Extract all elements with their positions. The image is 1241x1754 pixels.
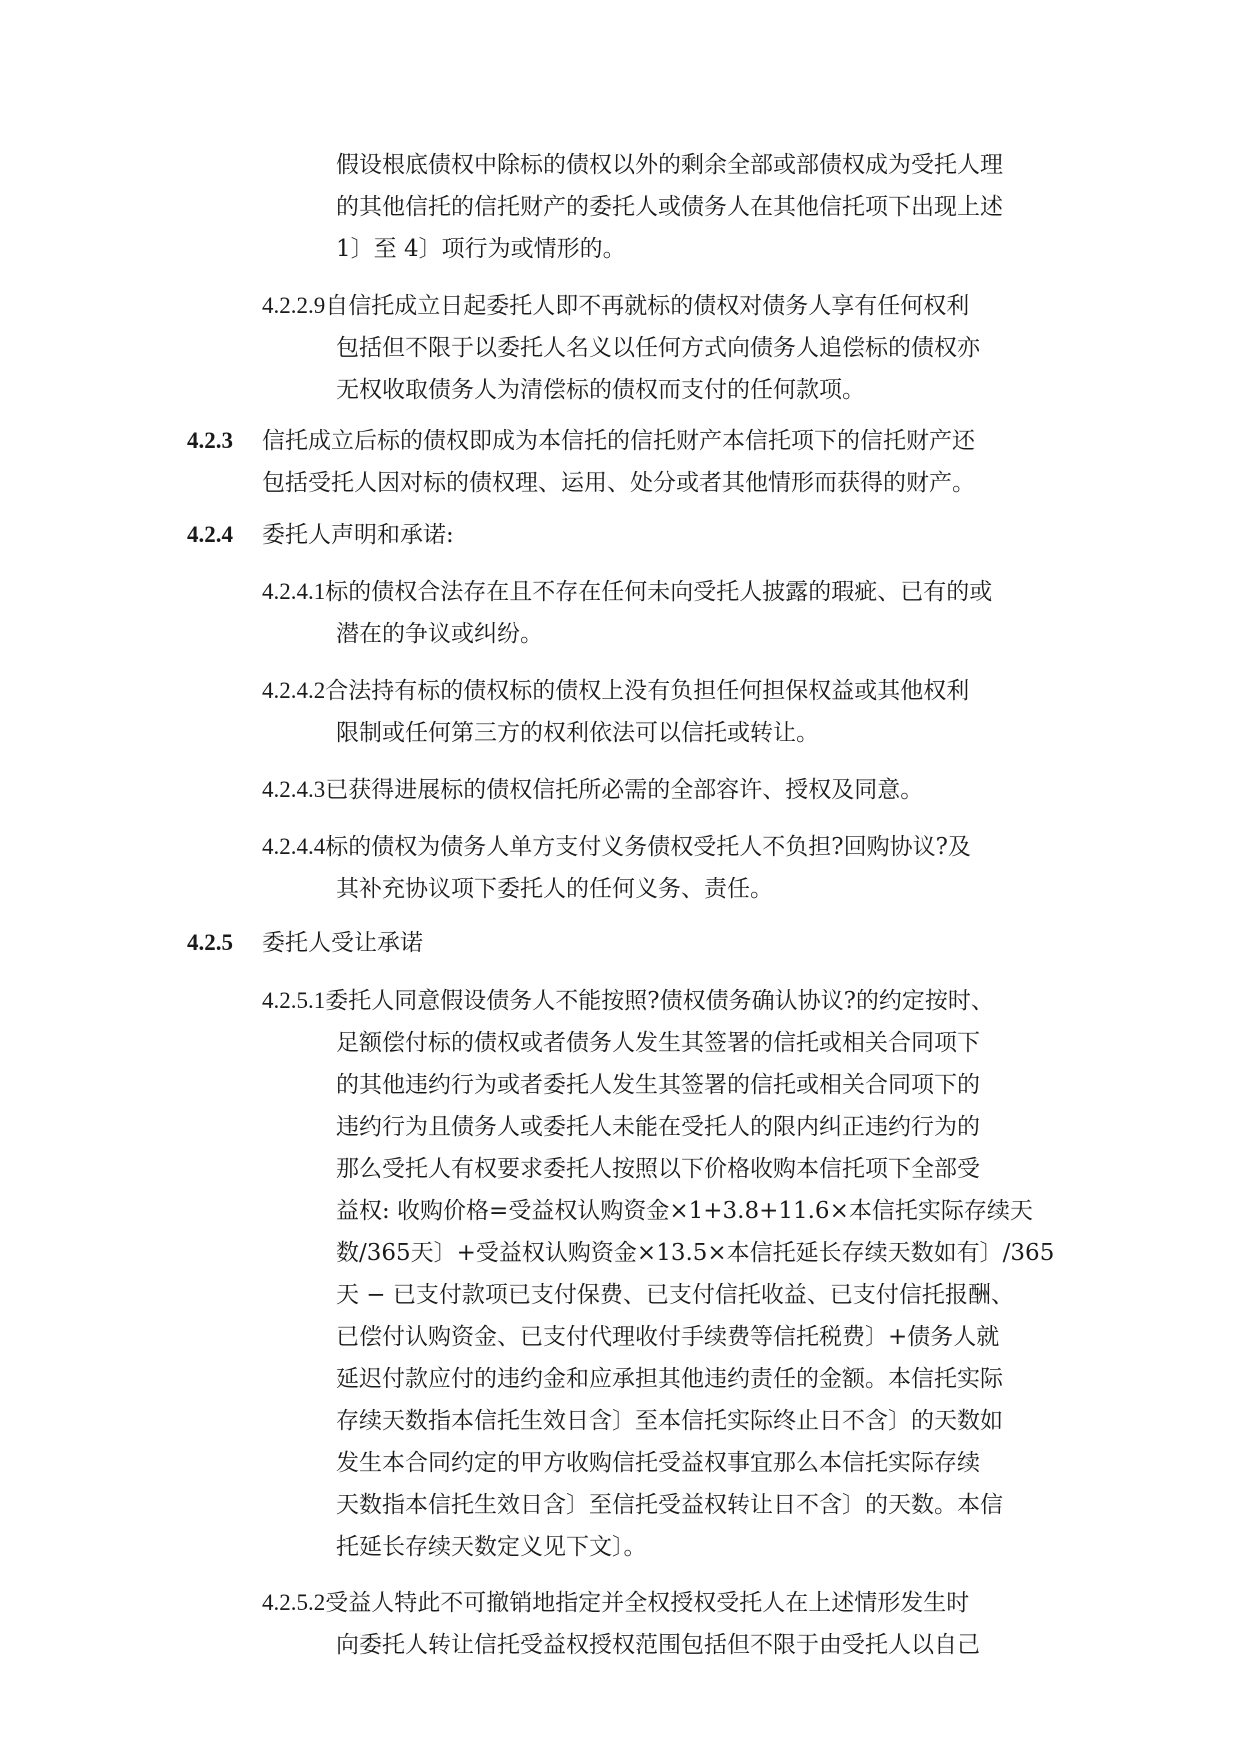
text-line: 潜在的争议或纠纷。 (336, 621, 543, 647)
clause-4-2-4 (187, 514, 1067, 556)
text-line: 天数指本信托生效日含〕至信托受益权转让日不含〕的天数。本信 (336, 1492, 1003, 1518)
clause-number: 4.2.5.1 (262, 988, 326, 1013)
text-line: 自信托成立日起委托人即不再就标的债权对债务人享有任何权利 (325, 293, 970, 319)
clause-4-2-4-1 (262, 571, 1062, 655)
text-line: 委托人同意假设债务人不能按照?债权债务确认协议?的约定按时、 (325, 988, 994, 1014)
text-line: 限制或任何第三方的权利依法可以信托或转让。 (336, 720, 819, 746)
clause-4-2-5-1 (262, 980, 1062, 1568)
text-line: 益权: 收购价格=受益权认购资金×1+3.8+11.6×本信托实际存续天 (336, 1198, 1033, 1224)
text-line: 已偿付认购资金、已支付代理收付手续费等信托税费〕+债务人就 (336, 1324, 1000, 1350)
text-line: 的其他信托的信托财产的委托人或债务人在其他信托项下出现上述 (336, 194, 1003, 220)
text-line: 包括受托人因对标的债权理、运用、处分或者其他情形而获得的财产。 (262, 470, 975, 496)
text-line: 包括但不限于以委托人名义以任何方式向债务人追偿标的债权亦 (336, 335, 980, 361)
text-line: 的其他违约行为或者委托人发生其签署的信托或相关合同项下的 (336, 1072, 980, 1098)
clause-number: 4.2.4.3 (262, 777, 326, 802)
clause-4-2-3 (187, 420, 1067, 504)
clause-4-2-4-4 (262, 826, 1062, 910)
clause-number: 4.2.4.4 (262, 834, 326, 859)
clause-4-2-5-2 (262, 1582, 1062, 1666)
text-line: 标的债权为债务人单方支付义务债权受托人不负担?回购协议?及 (325, 834, 971, 860)
clause-number: 4.2.4 (187, 522, 233, 547)
text-line: 信托成立后标的债权即成为本信托的信托财产本信托项下的信托财产还 (262, 428, 975, 454)
text-line: 托延长存续天数定义见下文〕。 (336, 1534, 647, 1560)
text-line: 存续天数指本信托生效日含〕至本信托实际终止日不含〕的天数如 (336, 1408, 1003, 1434)
text-line: 向委托人转让信托受益权授权范围包括但不限于由受托人以自己 (336, 1632, 980, 1658)
clause-4-2-2-9 (262, 285, 1062, 411)
text-line: 足额偿付标的债权或者债务人发生其签署的信托或相关合同项下 (336, 1030, 980, 1056)
clause-number: 4.2.5.2 (262, 1590, 326, 1615)
clause-number: 4.2.3 (187, 428, 233, 453)
text-line: 标的债权合法存在且不存在任何未向受托人披露的瑕疵、已有的或 (325, 579, 993, 605)
text-line: 那么受托人有权要求委托人按照以下价格收购本信托项下全部受 (336, 1156, 980, 1182)
text-line: 1〕至 4〕项行为或情形的。 (336, 236, 626, 262)
text-line: 委托人受让承诺 (262, 930, 423, 956)
text-line: 委托人声明和承诺: (262, 522, 454, 548)
text-line: 延迟付款应付的违约金和应承担其他违约责任的金额。本信托实际 (336, 1366, 1003, 1392)
text-line: 已获得进展标的债权信托所必需的全部容许、授权及同意。 (325, 777, 924, 803)
clause-number: 4.2.4.1 (262, 579, 326, 604)
clause-4-2-4-3 (262, 769, 1062, 811)
text-line: 其补充协议项下委托人的任何义务、责任。 (336, 876, 773, 902)
text-line: 发生本合同约定的甲方收购信托受益权事宜那么本信托实际存续 (336, 1450, 980, 1476)
clause-4-2-5 (187, 922, 1067, 964)
text-line: 无权收取债务人为清偿标的债权而支付的任何款项。 (336, 377, 865, 403)
text-line: 天 − 已支付款项已支付保费、已支付信托收益、已支付信托报酬、 (336, 1282, 1014, 1308)
clause-number: 4.2.5 (187, 930, 233, 955)
paragraph-continuation (336, 144, 1066, 270)
text-line: 受益人特此不可撤销地指定并全权授权受托人在上述情形发生时 (325, 1590, 970, 1616)
text-line: 假设根底债权中除标的债权以外的剩余全部或部债权成为受托人理 (336, 152, 1003, 178)
text-line: 合法持有标的债权标的债权上没有负担任何担保权益或其他权利 (325, 678, 970, 704)
text-line: 违约行为且债务人或委托人未能在受托人的限内纠正违约行为的 (336, 1114, 980, 1140)
clause-number: 4.2.4.2 (262, 678, 326, 703)
clause-4-2-4-2 (262, 670, 1062, 754)
clause-number: 4.2.2.9 (262, 293, 326, 318)
text-line: 数/365天〕+受益权认购资金×13.5×本信托延长存续天数如有〕/365 (336, 1240, 1055, 1266)
